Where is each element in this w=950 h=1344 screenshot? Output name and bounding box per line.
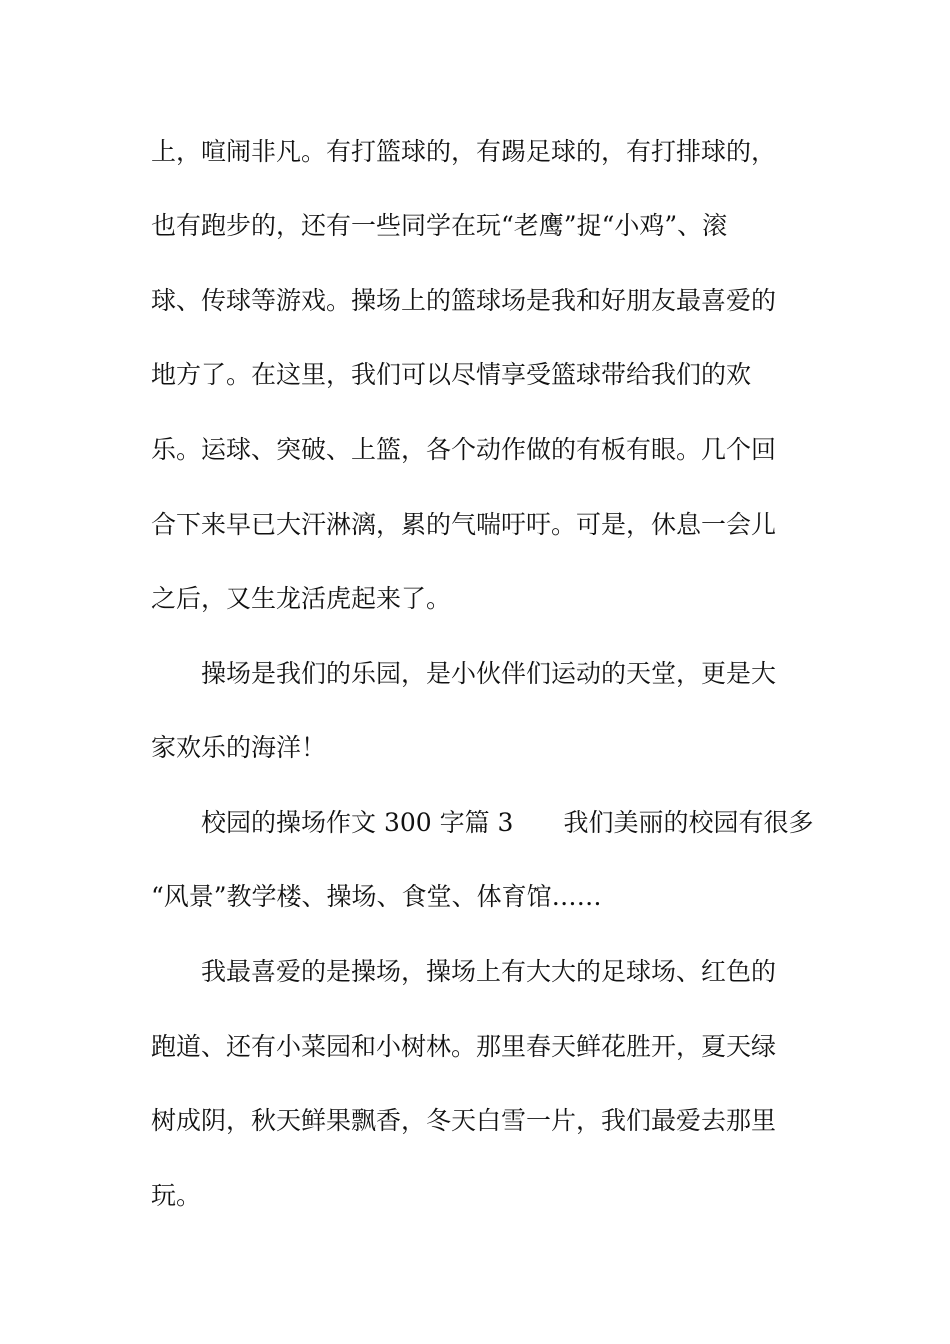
text-line-4: 地方了。在这里，我们可以尽情享受篮球带给我们的欢: [151, 360, 752, 389]
paragraph-4-line-3: 树成阴，秋天鲜果飘香，冬天白雪一片，我们最爱去那里: [151, 1106, 777, 1135]
section-heading-line: 校园的操场作文 300 字篇 3 我们美丽的校园有很多: [201, 808, 814, 837]
text-line-7: 之后，又生龙活虎起来了。: [151, 584, 452, 613]
paragraph-2-line-1: 操场是我们的乐园，是小伙伴们运动的天堂，更是大: [201, 659, 777, 688]
text-line-6: 合下来早已大汗淋漓，累的气喘吁吁。可是，休息一会儿: [151, 510, 777, 539]
text-line-2: 也有跑步的，还有一些同学在玩“老鹰”捉“小鸡”、滚: [151, 211, 728, 240]
text-line-3: 球、传球等游戏。操场上的篮球场是我和好朋友最喜爱的: [151, 286, 777, 315]
text-line-1: 上，喧闹非凡。有打篮球的，有踢足球的，有打排球的，: [151, 137, 777, 166]
text-line-5: 乐。运球、突破、上篮，各个动作做的有板有眼。几个回: [151, 435, 777, 464]
paragraph-4-line-2: 跑道、还有小菜园和小树林。那里春天鲜花胜开，夏天绿: [151, 1032, 777, 1061]
paragraph-2-line-2: 家欢乐的海洋！: [151, 733, 327, 762]
paragraph-4-line-1: 我最喜爱的是操场，操场上有大大的足球场、红色的: [201, 957, 777, 986]
section-heading-line-2: “风景”教学楼、操场、食堂、体育馆……: [151, 882, 602, 911]
paragraph-4-line-4: 玩。: [151, 1181, 202, 1210]
